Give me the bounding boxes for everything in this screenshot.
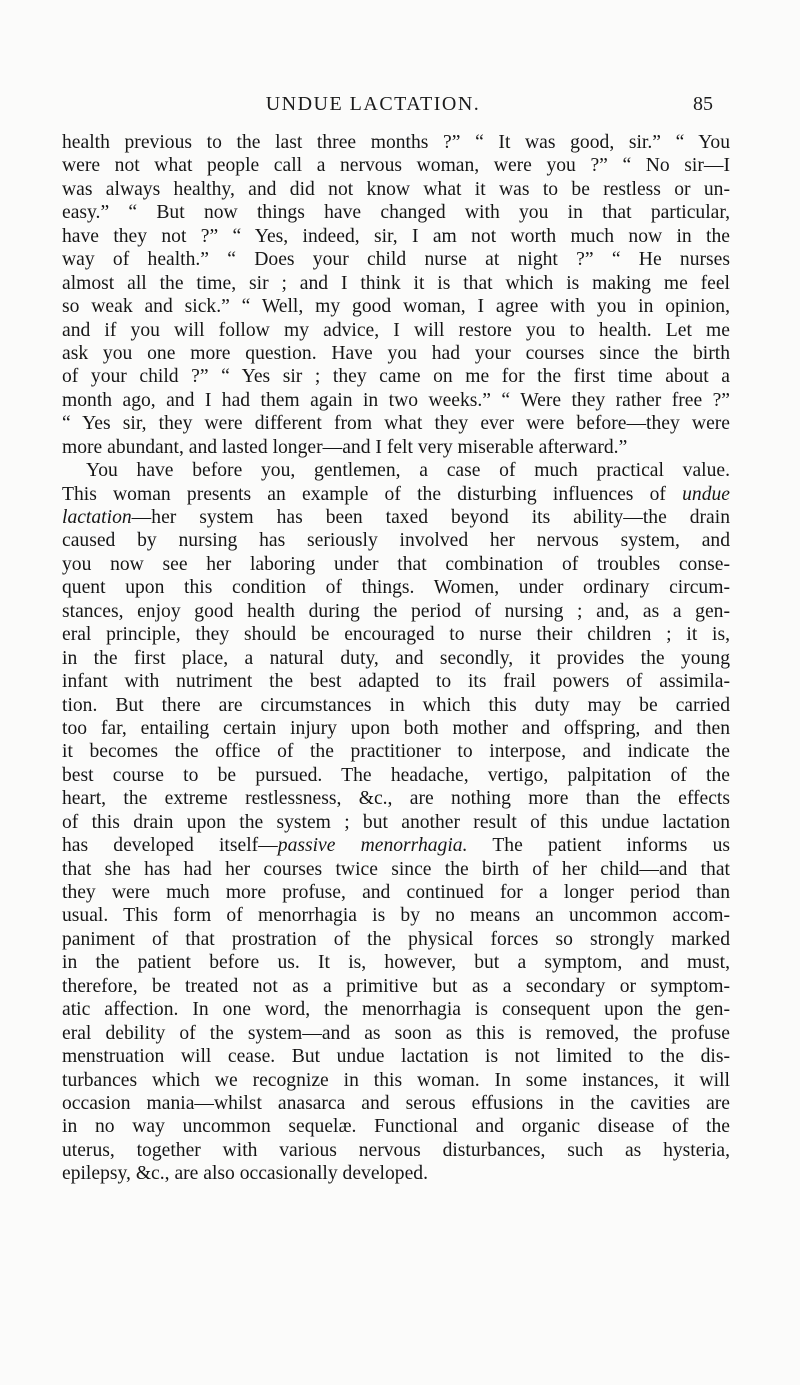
text-line: paniment of that prostration of the physical forces so strongly marked: [62, 928, 730, 950]
text-line-with-italic: [62, 483, 730, 506]
text-run: —her system has been taxed beyond its ability—the drain: [131, 507, 730, 528]
text-line: in the patient before us. It is, however, but a symptom, and must,: [62, 952, 730, 974]
text-line: stances, enjoy good health during the period of nursing ; and, as a gen-: [62, 600, 730, 622]
italic-term: passive menorrhagia.: [277, 835, 468, 857]
text-line: turbances which we recognize in this woman. In some instances, it will: [62, 1069, 730, 1091]
body-text: [62, 131, 730, 1186]
text-line: easy.” “ But now things have changed with you in that particular,: [62, 202, 730, 224]
text-line: atic affection. In one word, the menorrhagia is consequent upon the gen-: [62, 999, 730, 1021]
text-line: of this drain upon the system ; but another result of this undue lactation: [62, 811, 730, 833]
italic-term: undue: [682, 483, 730, 505]
text-line: therefore, be treated not as a primitive but as a secondary or symptom-: [62, 975, 730, 997]
paragraph-start-line: You have before you, gentlemen, a case of much practical value.: [86, 460, 730, 482]
text-line: too far, entailing certain injury upon both mother and offspring, and then: [62, 717, 730, 739]
text-line: heart, the extreme restlessness, &c., are nothing more than the effects: [62, 788, 730, 810]
text-line: were not what people call a nervous woman, were you ?” “ No sir—I: [62, 155, 730, 177]
text-run: The patient informs us: [467, 835, 730, 857]
text-line-with-italic: [62, 834, 730, 857]
text-line: it becomes the office of the practitioner to interpose, and indicate the: [62, 741, 730, 763]
text-line: you now see her laboring under that combination of troubles conse-: [62, 553, 730, 575]
text-line: was always healthy, and did not know what it was to be restless or un-: [62, 178, 730, 200]
text-line: infant with nutriment the best adapted to its frail powers of assimila-: [62, 671, 730, 693]
text-line: epilepsy, &c., are also occasionally developed.: [62, 1163, 428, 1185]
text-line: health previous to the last three months ?” “ It was good, sir.” “ You: [62, 132, 730, 153]
text-run: This woman presents an example of the disturbing influences of: [62, 483, 666, 505]
text-line: caused by nursing has seriously involved her nervous system, and: [62, 530, 730, 552]
text-line: almost all the time, sir ; and I think it is that which is making me feel: [62, 272, 730, 294]
text-line: and if you will follow my advice, I will restore you to health. Let me: [62, 319, 730, 341]
text-line: in no way uncommon sequelæ. Functional and organic disease of the: [62, 1116, 730, 1138]
text-line: in the first place, a natural duty, and secondly, it provides the young: [62, 647, 730, 669]
text-line: usual. This form of menorrhagia is by no means an uncommon accom-: [62, 905, 730, 927]
text-line: eral debility of the system—and as soon as this is removed, the profuse: [62, 1022, 730, 1044]
text-line: so weak and sick.” “ Well, my good woman, I agree with you in opinion,: [62, 296, 730, 318]
text-line: quent upon this condition of things. Women, under ordinary circum-: [62, 577, 730, 599]
text-line: way of health.” “ Does your child nurse at night ?” “ He nurses: [62, 249, 730, 271]
text-line: occasion mania—whilst anasarca and serous effusions in the cavities are: [62, 1092, 730, 1114]
text-line: eral principle, they should be encouraged to nurse their children ; it is,: [62, 624, 730, 646]
text-line: have they not ?” “ Yes, indeed, sir, I am not worth much now in the: [62, 225, 730, 247]
running-title: UNDUE LACTATION.: [265, 93, 481, 115]
text-line: “ Yes sir, they were different from what they ever were before—they were: [62, 413, 730, 435]
text-line: more abundant, and lasted longer—and I felt very miserable afterward.”: [62, 436, 628, 458]
text-line: ask you one more question. Have you had your courses since the birth: [62, 342, 730, 364]
text-line: they were much more profuse, and continued for a longer period than: [62, 882, 730, 903]
text-line: best course to be pursued. The headache, vertigo, palpitation of the: [62, 764, 730, 786]
text-line-with-italic: [62, 506, 730, 529]
text-line: tion. But there are circumstances in which this duty may be carried: [62, 694, 730, 716]
text-line: menstruation will cease. But undue lactation is not limited to the dis-: [62, 1046, 730, 1068]
text-line: that she has had her courses twice since the birth of her child—and that: [62, 858, 730, 880]
text-line: uterus, together with various nervous disturbances, such as hysteria,: [62, 1139, 730, 1161]
text-line: of your child ?” “ Yes sir ; they came on me for the first time about a: [62, 366, 730, 388]
text-run: has developed itself—: [62, 835, 278, 857]
italic-term: lactation: [62, 507, 132, 528]
text-line: month ago, and I had them again in two weeks.” “ Were they rather free ?”: [62, 389, 730, 411]
page-number: 85: [693, 93, 713, 115]
